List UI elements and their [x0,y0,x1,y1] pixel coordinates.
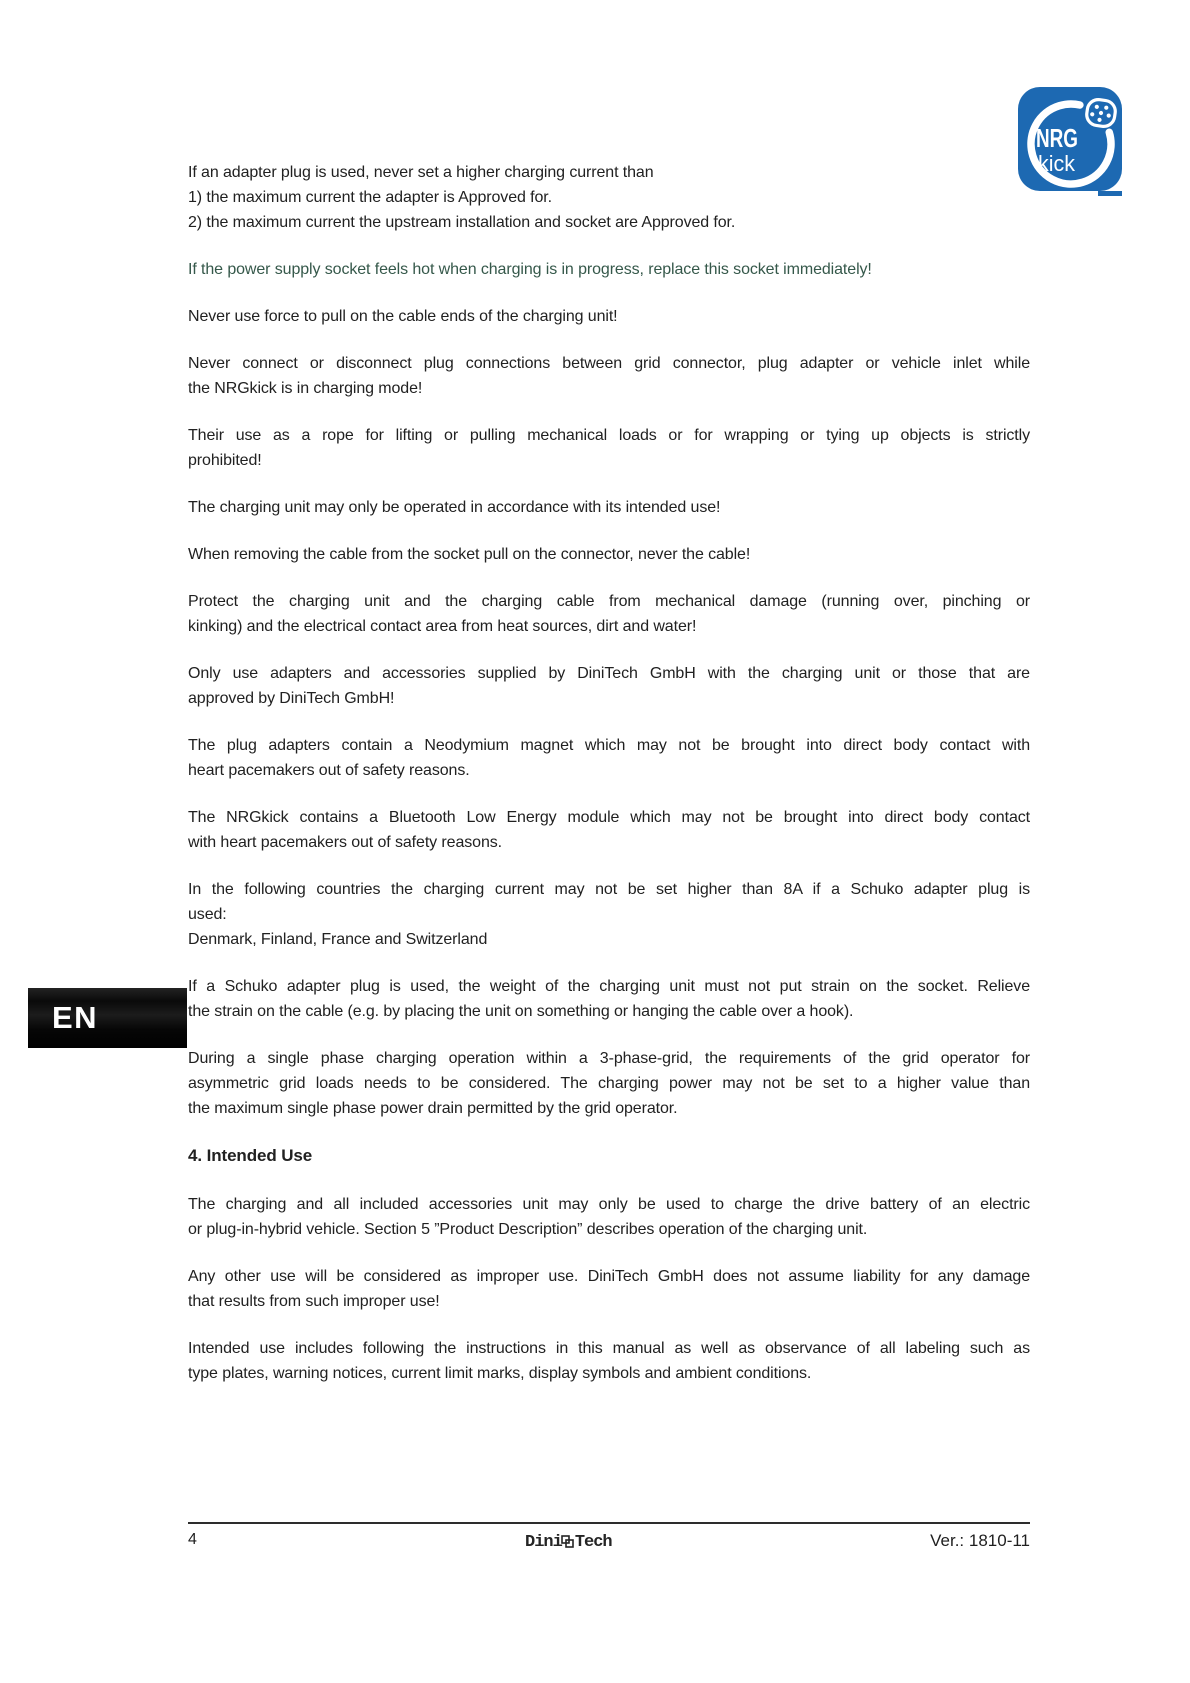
text-line: 1) the maximum current the adapter is Approved for. [188,189,552,206]
paragraph [188,304,1030,329]
section-heading [188,1143,1030,1168]
paragraph [188,733,1030,783]
paragraph [188,661,1030,711]
paragraph [188,589,1030,639]
footer-version: Ver.: 1810-11 [930,1531,1030,1550]
dinitech-glyph-icon [561,1535,576,1556]
ev-connector-icon [1085,98,1116,128]
paragraph [188,542,1030,567]
logo-text-nrg: NRG [1036,123,1078,153]
logo-text-kick: kick [1038,151,1076,176]
nrgkick-logo-graphic [1018,87,1122,199]
paragraph [188,351,1030,401]
text-line: The charging unit may only be operated in accordance with its intended use! [188,499,721,516]
text-line: If a Schuko adapter plug is used, the weight of the charging unit must not put strain on the socket. Relieve [188,978,1030,995]
text-line: 4. Intended Use [188,1146,313,1165]
footer-page-number: 4 [188,1531,197,1548]
footer-divider [188,1522,1030,1524]
paragraph [188,1192,1030,1242]
text-line: Intended use includes following the instructions in this manual as well as observance of all labeling such as [188,1340,1030,1357]
language-tab-en [28,988,187,1048]
text-line: or plug-in-hybrid vehicle. Section 5 ”Product Description” describes operation of the charging unit. [188,1221,868,1238]
text-line: Protect the charging unit and the charging cable from mechanical damage (running over, pinching or [188,593,1030,610]
text-line: the strain on the cable (e.g. by placing the unit on something or hanging the cable over a hook). [188,1003,854,1020]
text-line: Any other use will be considered as improper use. DiniTech GmbH does not assume liability for any damage [188,1268,1030,1285]
text-line: The charging and all included accessories unit may only be used to charge the drive battery of an electric [188,1196,1030,1213]
text-line: prohibited! [188,452,262,469]
text-line: the NRGkick is in charging mode! [188,380,423,397]
text-line: type plates, warning notices, current limit marks, display symbols and ambient conditions. [188,1365,812,1382]
paragraph [188,805,1030,855]
document-body [188,160,1030,1408]
paragraph [188,1046,1030,1121]
nrgkick-logo [1018,87,1122,199]
paragraph [188,1336,1030,1386]
text-line: 2) the maximum current the upstream installation and socket are Approved for. [188,214,736,231]
paragraph [188,877,1030,952]
footer-dinitech-logo [525,1531,685,1552]
text-line: Denmark, Finland, France and Switzerland [188,931,488,948]
paragraph [188,1264,1030,1314]
text-line: Never connect or disconnect plug connections between grid connector, plug adapter or vehicle inlet while [188,355,1030,372]
text-line: When removing the cable from the socket pull on the connector, never the cable! [188,546,751,563]
text-line: In the following countries the charging current may not be set higher than 8A if a Schuko adapter plug is [188,881,1030,898]
text-line: If the power supply socket feels hot when charging is in progress, replace this socket immediately! [188,261,872,278]
text-line: The plug adapters contain a Neodymium magnet which may not be brought into direct body contact with [188,737,1030,754]
text-line: kinking) and the electrical contact area from heat sources, dirt and water! [188,618,697,635]
text-line: the maximum single phase power drain permitted by the grid operator. [188,1100,678,1117]
language-tab-label: EN [52,1000,99,1035]
text-line: used: [188,906,227,923]
text-line: that results from such improper use! [188,1293,440,1310]
paragraph [188,495,1030,520]
footer-brand-part2: Tech [574,1533,612,1552]
text-line: heart pacemakers out of safety reasons. [188,762,470,779]
text-line: The NRGkick contains a Bluetooth Low Energy module which may not be brought into direct body contact [188,809,1030,826]
text-line: approved by DiniTech GmbH! [188,690,395,707]
text-line: Only use adapters and accessories supplied by DiniTech GmbH with the charging unit or those that are [188,665,1030,682]
text-line: Never use force to pull on the cable ends of the charging unit! [188,308,618,325]
text-line: If an adapter plug is used, never set a higher charging current than [188,164,654,181]
footer-brand-part1: Dini [525,1533,562,1552]
paragraph [188,160,1030,235]
paragraph [188,423,1030,473]
text-line: with heart pacemakers out of safety reasons. [188,834,502,851]
text-line: asymmetric grid loads needs to be considered. The charging power may not be set to a higher value than [188,1075,1030,1092]
paragraph [188,974,1030,1024]
text-line: During a single phase charging operation within a 3-phase-grid, the requirements of the grid operator for [188,1050,1030,1067]
paragraph [188,257,1030,282]
text-line: Their use as a rope for lifting or pulling mechanical loads or for wrapping or tying up objects is strictly [188,427,1030,444]
